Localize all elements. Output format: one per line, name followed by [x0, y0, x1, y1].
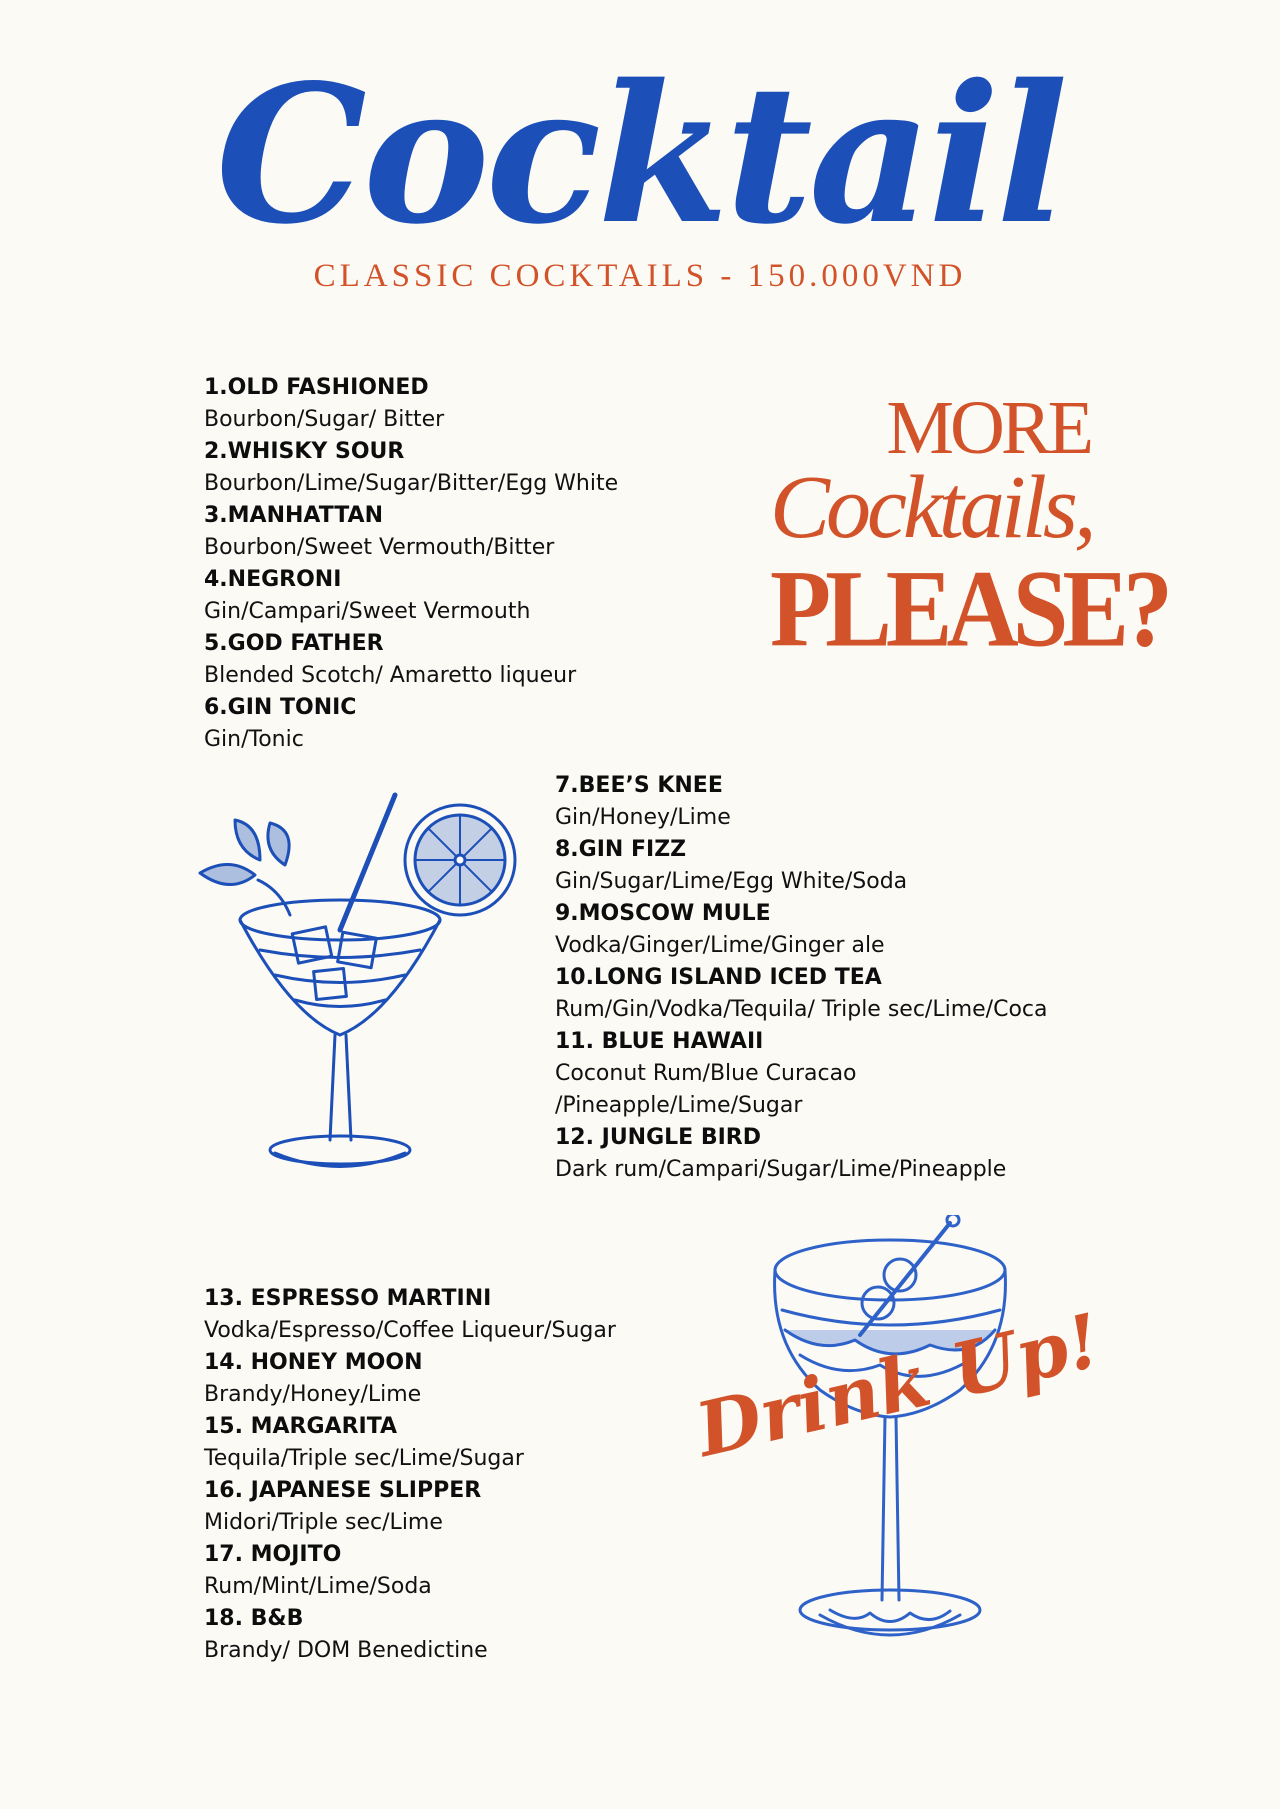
- menu-item: [555, 770, 1048, 834]
- menu-section-2: [555, 770, 1048, 1186]
- cocktail-ingredients: Rum/Mint/Lime/Soda: [204, 1574, 432, 1599]
- cocktail-ingredients: Bourbon/Sweet Vermouth/Bitter: [204, 535, 555, 560]
- menu-item: [204, 692, 618, 756]
- cocktail-ingredients: Coconut Rum/Blue Curacao /Pineapple/Lime/Sugar: [555, 1061, 857, 1118]
- cocktail-ingredients: Rum/Gin/Vodka/Tequila/ Triple sec/Lime/Coca: [555, 997, 1048, 1022]
- cocktail-ingredients: Gin/Sugar/Lime/Egg White/Soda: [555, 869, 908, 894]
- cocktail-ingredients: Bourbon/Sugar/ Bitter: [204, 407, 445, 432]
- promo-line-2: Cocktails,: [770, 458, 1093, 557]
- menu-item: [555, 898, 1048, 962]
- drink-up-script: Drink Up!: [688, 1297, 1109, 1474]
- cocktail-ingredients: Gin/Honey/Lime: [555, 805, 731, 830]
- cocktail-name: 9.MOSCOW MULE: [555, 901, 771, 926]
- menu-item: [204, 1603, 616, 1667]
- cocktail-ingredients: Gin/Campari/Sweet Vermouth: [204, 599, 531, 624]
- cocktail-name: 11. BLUE HAWAII: [555, 1029, 764, 1054]
- cocktail-name: 16. JAPANESE SLIPPER: [204, 1478, 482, 1503]
- cocktail-name: 12. JUNGLE BIRD: [555, 1125, 762, 1150]
- more-cocktails-promo: [760, 386, 1168, 670]
- cocktail-ingredients: Bourbon/Lime/Sugar/Bitter/Egg White: [204, 471, 619, 496]
- menu-item: [555, 834, 1048, 898]
- cocktail-ingredients: Vodka/Espresso/Coffee Liqueur/Sugar: [204, 1318, 616, 1343]
- cocktail-name: 3.MANHATTAN: [204, 503, 383, 528]
- menu-item: [555, 1026, 1048, 1122]
- cocktail-name: 2.WHISKY SOUR: [204, 439, 405, 464]
- cocktail-ingredients: Gin/Tonic: [204, 727, 304, 752]
- cocktail-ingredients: Blended Scotch/ Amaretto liqueur: [204, 663, 577, 688]
- cocktail-ingredients: Tequila/Triple sec/Lime/Sugar: [204, 1446, 524, 1471]
- menu-item: [204, 1411, 616, 1475]
- menu-item: [204, 436, 618, 500]
- page-subtitle: CLASSIC COCKTAILS - 150.000VND: [313, 258, 967, 294]
- menu-item: [204, 1347, 616, 1411]
- cocktail-name: 14. HONEY MOON: [204, 1350, 423, 1375]
- cocktail-ingredients: Brandy/Honey/Lime: [204, 1382, 422, 1407]
- cocktail-name: 5.GOD FATHER: [204, 631, 384, 656]
- promo-line-1: MORE: [886, 386, 1090, 470]
- menu-item: [204, 564, 618, 628]
- cocktail-name: 10.LONG ISLAND ICED TEA: [555, 965, 882, 990]
- menu-item: [204, 372, 618, 436]
- cocktail-name: 15. MARGARITA: [204, 1414, 398, 1439]
- menu-item: [204, 500, 618, 564]
- promo-line-3: PLEASE?: [770, 547, 1168, 670]
- cocktail-ingredients: Midori/Triple sec/Lime: [204, 1510, 443, 1535]
- menu-section-1: [204, 372, 618, 756]
- menu-item: [204, 1475, 616, 1539]
- cocktail-name: 4.NEGRONI: [204, 567, 342, 592]
- cocktail-name: 18. B&B: [204, 1606, 304, 1631]
- menu-item: [555, 1122, 1048, 1186]
- menu-item: [204, 1283, 616, 1347]
- cocktail-name: 17. MOJITO: [204, 1542, 342, 1567]
- cocktail-name: 13. ESPRESSO MARTINI: [204, 1286, 492, 1311]
- menu-item: [204, 628, 618, 692]
- cocktail-name: 8.GIN FIZZ: [555, 837, 687, 862]
- menu-item: [204, 1539, 616, 1603]
- cocktail-ingredients: Brandy/ DOM Benedictine: [204, 1638, 488, 1663]
- cocktail-name: 1.OLD FASHIONED: [204, 375, 429, 400]
- martini-glass-illustration: [180, 785, 540, 1180]
- page-title: Cocktail: [215, 43, 1065, 266]
- menu-item: [555, 962, 1048, 1026]
- menu-section-3: [204, 1283, 616, 1667]
- cocktail-ingredients: Dark rum/Campari/Sugar/Lime/Pineapple: [555, 1157, 1007, 1182]
- cocktail-name: 6.GIN TONIC: [204, 695, 357, 720]
- cocktail-name: 7.BEE’S KNEE: [555, 773, 723, 798]
- cocktail-ingredients: Vodka/Ginger/Lime/Ginger ale: [555, 933, 885, 958]
